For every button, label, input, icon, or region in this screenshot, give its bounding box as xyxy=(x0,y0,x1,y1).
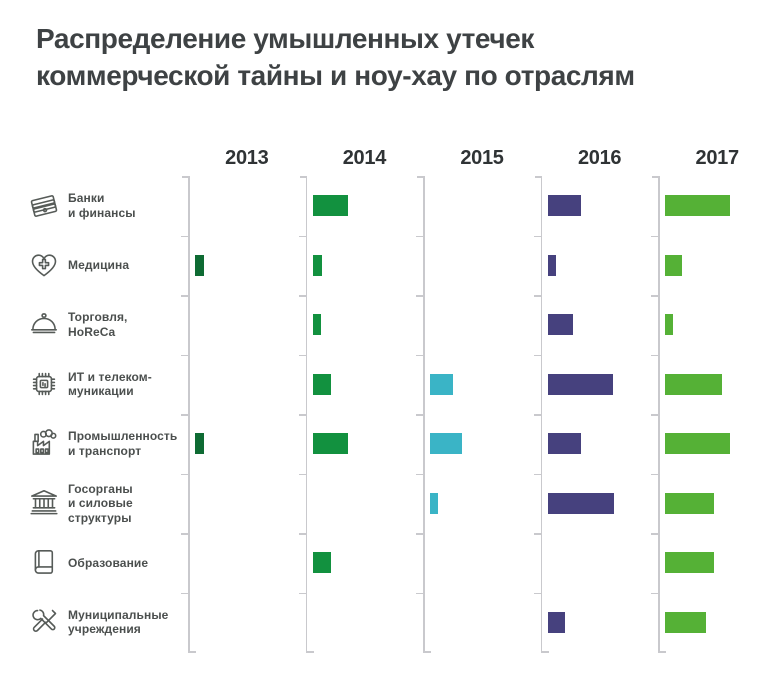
axis-row-tick xyxy=(416,533,423,535)
year-label-2017: 2017 xyxy=(695,147,739,169)
axis-row-tick xyxy=(534,355,541,357)
bar-2017-it-telecom xyxy=(665,374,722,395)
bar-2017-education xyxy=(665,552,714,573)
chart-title-line-2: коммерческой тайны и ноу-хау по отраслям xyxy=(36,60,635,91)
category-label-line: муникации xyxy=(68,384,134,399)
category-label-it-telecom xyxy=(68,354,180,414)
axis-row-tick xyxy=(181,295,188,297)
axis-line-2013 xyxy=(188,176,190,652)
axis-row-tick xyxy=(534,474,541,476)
bar-2016-municipal xyxy=(548,612,565,633)
bar-2015-government xyxy=(430,493,438,514)
axis-bottom-tick-2015 xyxy=(423,651,431,653)
axis-row-tick xyxy=(299,533,306,535)
bar-2014-banks-finance xyxy=(313,195,348,216)
axis-row-tick xyxy=(534,533,541,535)
bar-2017-trade-horeca xyxy=(665,314,673,335)
government-building-icon xyxy=(27,486,61,520)
chip-icon xyxy=(27,367,61,401)
category-label-industry-transport xyxy=(68,414,180,474)
axis-row-tick xyxy=(181,533,188,535)
axis-row-tick xyxy=(181,474,188,476)
axis-top-tick-2016 xyxy=(535,176,541,178)
axis-row-tick xyxy=(416,593,423,595)
category-label-line: структуры xyxy=(68,510,132,525)
bar-2016-government xyxy=(548,493,614,514)
bar-2014-medicine xyxy=(313,255,322,276)
axis-row-tick xyxy=(299,414,306,416)
axis-row-tick xyxy=(299,593,306,595)
book-icon xyxy=(27,546,61,580)
axis-row-tick xyxy=(181,593,188,595)
bar-2015-industry-transport xyxy=(430,433,462,454)
axis-row-tick xyxy=(651,295,658,297)
bar-2016-medicine xyxy=(548,255,556,276)
axis-row-tick xyxy=(181,236,188,238)
bar-2013-industry-transport xyxy=(195,433,204,454)
axis-bottom-tick-2017 xyxy=(658,651,666,653)
axis-row-tick xyxy=(534,414,541,416)
bar-2017-municipal xyxy=(665,612,706,633)
bar-2016-trade-horeca xyxy=(548,314,573,335)
axis-line-2016 xyxy=(541,176,543,652)
axis-line-2015 xyxy=(423,176,425,652)
axis-row-tick xyxy=(299,295,306,297)
category-label-line: и силовые xyxy=(68,496,133,510)
bar-2017-industry-transport xyxy=(665,433,730,454)
category-label-line: Торговля, xyxy=(68,310,128,325)
axis-row-tick xyxy=(416,474,423,476)
axis-line-2014 xyxy=(306,176,308,652)
category-label-line: HoReCa xyxy=(68,324,116,339)
bar-2014-education xyxy=(313,552,331,573)
axis-row-tick xyxy=(651,414,658,416)
bar-2016-it-telecom xyxy=(548,374,613,395)
axis-row-tick xyxy=(299,236,306,238)
bar-2017-medicine xyxy=(665,255,682,276)
year-label-2016: 2016 xyxy=(577,147,622,169)
category-label-banks-finance xyxy=(68,176,180,236)
axis-row-tick xyxy=(651,355,658,357)
year-label-2013: 2013 xyxy=(225,147,269,169)
axis-row-tick xyxy=(299,355,306,357)
category-label-line: Образование xyxy=(68,555,149,570)
category-label-line: и финансы xyxy=(68,205,136,220)
axis-top-tick-2013 xyxy=(182,176,188,178)
category-label-line: Муниципальные xyxy=(68,607,169,622)
axis-bottom-tick-2014 xyxy=(306,651,314,653)
category-label-trade-horeca xyxy=(68,295,180,355)
axis-row-tick xyxy=(651,236,658,238)
category-label-line: Госорганы xyxy=(68,481,133,496)
axis-row-tick xyxy=(651,593,658,595)
category-label-line: и транспорт xyxy=(68,443,142,458)
chart-title-line-1: Распределение умышленных утечек xyxy=(36,23,535,54)
axis-row-tick xyxy=(416,414,423,416)
tools-icon xyxy=(27,605,61,639)
medicine-heart-icon xyxy=(27,248,61,282)
year-label-2014: 2014 xyxy=(342,147,387,169)
bar-2016-banks-finance xyxy=(548,195,581,216)
year-label-2015: 2015 xyxy=(460,147,504,169)
category-label-government xyxy=(68,473,180,533)
axis-bottom-tick-2013 xyxy=(188,651,196,653)
category-label-line: ИТ и телеком- xyxy=(68,369,152,384)
axis-row-tick xyxy=(534,236,541,238)
category-label-education xyxy=(68,533,180,593)
category-label-line: учреждения xyxy=(68,622,141,637)
axis-row-tick xyxy=(181,414,188,416)
category-label-municipal xyxy=(68,592,180,652)
axis-top-tick-2017 xyxy=(652,176,658,178)
axis-row-tick xyxy=(299,474,306,476)
bar-2014-trade-horeca xyxy=(313,314,321,335)
bar-2017-government xyxy=(665,493,714,514)
bar-2016-industry-transport xyxy=(548,433,581,454)
axis-top-tick-2015 xyxy=(417,176,423,178)
axis-row-tick xyxy=(416,355,423,357)
bar-2013-medicine xyxy=(195,255,204,276)
bar-2014-industry-transport xyxy=(313,433,348,454)
bar-2014-it-telecom xyxy=(313,374,331,395)
bar-2017-banks-finance xyxy=(665,195,730,216)
axis-row-tick xyxy=(651,533,658,535)
cloche-icon xyxy=(27,308,61,342)
category-label-line: Банки xyxy=(68,191,105,206)
axis-row-tick xyxy=(181,355,188,357)
category-label-line: Промышленность xyxy=(68,429,178,444)
banknotes-icon xyxy=(27,189,61,223)
axis-top-tick-2014 xyxy=(300,176,306,178)
axis-row-tick xyxy=(534,593,541,595)
bar-2015-it-telecom xyxy=(430,374,453,395)
axis-bottom-tick-2016 xyxy=(541,651,549,653)
factory-icon xyxy=(27,427,61,461)
category-label-medicine xyxy=(68,235,180,295)
axis-row-tick xyxy=(534,295,541,297)
axis-row-tick xyxy=(416,236,423,238)
axis-row-tick xyxy=(651,474,658,476)
category-label-line: Медицина xyxy=(68,258,130,272)
axis-line-2017 xyxy=(658,176,660,652)
axis-row-tick xyxy=(416,295,423,297)
